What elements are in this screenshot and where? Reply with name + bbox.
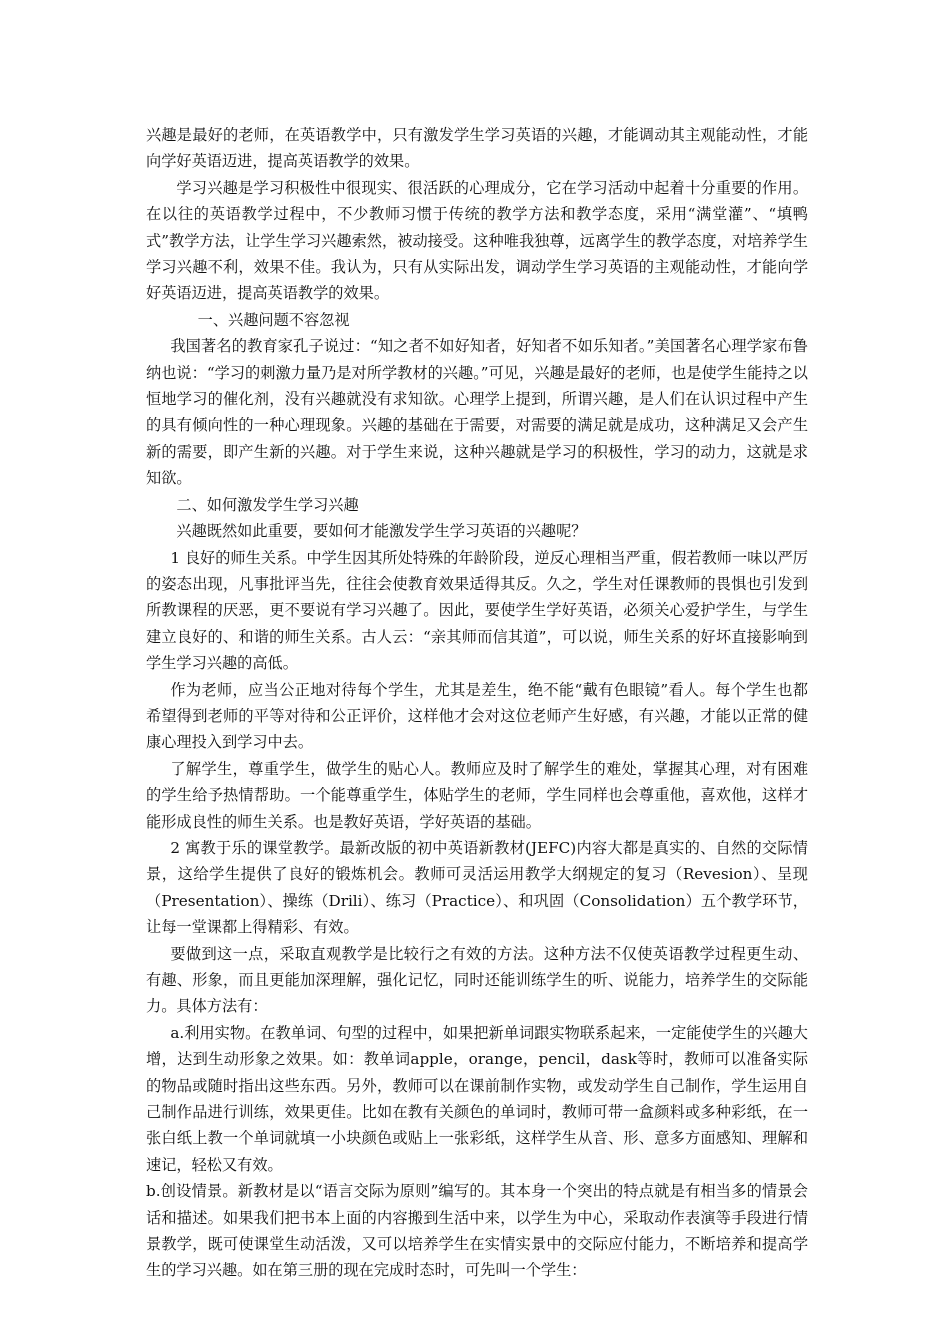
section-heading-1: 一、兴趣问题不容忽视 — [197, 310, 350, 329]
document-body — [146, 122, 808, 1284]
paragraph-fairness: 作为老师，应当公正地对待每个学生，尤其是差生，绝不能“戴有色眼镜”看人。每个学生也都希望得到老师的平等对待和公正评价，这样他才会对这位老师产生好感，有兴趣，才能以正常的健康心理投入到学习中去。 — [146, 680, 808, 752]
paragraph-create-scenes: b.创设情景。新教材是以“语言交际为原则”编写的。其本身一个突出的特点就是有相当多的情景会话和描述。如果我们把书本上面的内容搬到生活中来，以学生为中心，采取动作表演等手段进行情景教学，既可使课堂生动活泼，又可以培养学生在实情实景中的交际应付能力，不断培养和提高学生的学习兴趣。如在第三册的现在完成时态时，可先叫一个学生： — [146, 1182, 808, 1280]
section-heading-2: 二、如何激发学生学习兴趣 — [176, 495, 359, 514]
paragraph-teacher-student-relation: 1 良好的师生关系。中学生因其所处特殊的年龄阶段，逆反心理相当严重，假若教师一味以严厉的姿态出现，凡事批评当先，往往会使教育效果适得其反。久之，学生对任课教师的畏惧也引发到所教课程的厌恶，更不要说有学习兴趣了。因此，要使学生学好英语，必须关心爱护学生，与学生建立良好的、和谐的师生关系。古人云：“亲其师而信其道”，可以说，师生关系的好坏直接影响到学生学习兴趣的高低。 — [146, 548, 808, 673]
paragraph-teaching-with-fun: 2 寓教于乐的课堂教学。最新改版的初中英语新教材(JEFC)内容大都是真实的、自然的交际情景，这给学生提供了良好的锻炼机会。教师可灵活运用教学大纲规定的复习（Revesion）、呈现（Presentation）、操练（Drili）、练习（Practice）、和巩固（Consolidation）五个教学环节，让每一堂课都上得精彩、有效。 — [146, 838, 808, 937]
paragraph-intuitive-teaching: 要做到这一点，采取直观教学是比较行之有效的方法。这种方法不仅使英语教学过程更生动、有趣、形象，而且更能加深理解，强化记忆，同时还能训练学生的听、说能力，培养学生的交际能力。具体方法有： — [146, 944, 808, 1016]
paragraph-understand-students: 了解学生，尊重学生，做学生的贴心人。教师应及时了解学生的难处，掌握其心理，对有困难的学生给予热情帮助。一个能尊重学生，体贴学生的老师，学生同样也会尊重他，喜欢他，这样才能形成良性的师生关系。也是教好英语，学好英语的基础。 — [146, 759, 808, 831]
paragraph-question: 兴趣既然如此重要，要如何才能激发学生学习英语的兴趣呢？ — [176, 522, 587, 541]
intro-paragraph: 兴趣是最好的老师，在英语教学中，只有激发学生学习英语的兴趣，才能调动其主观能动性，才能向学好英语迈进，提高英语教学的效果。 — [146, 126, 808, 171]
paragraph-use-real-objects: a.利用实物。在教单词、句型的过程中，如果把新单词跟实物联系起来，一定能使学生的兴趣大增，达到生动形象之效果。如：教单词apple，orange，pencil，dask等时，教师可以准备实际的物品或随时指出这些东西。另外，教师可以在课前制作实物，或发动学生自己制作，学生运用自己制作品进行训练，效果更佳。比如在教有关颜色的单词时，教师可带一盒颜料或多种彩纸，在一张白纸上教一个单词就填一小块颜色或贴上一张彩纸，这样学生从音、形、意多方面感知、理解和速记，轻松又有效。 — [146, 1023, 808, 1174]
paragraph-interest-importance: 学习兴趣是学习积极性中很现实、很活跃的心理成分，它在学习活动中起着十分重要的作用。在以往的英语教学过程中，不少教师习惯于传统的教学方法和教学态度，采用“满堂灌”、“填鸭式”教学方法，让学生学习兴趣索然，被动接受。这种唯我独尊，远离学生的教学态度，对培养学生学习兴趣不利，效果不佳。我认为，只有从实际出发，调动学生学习英语的主观能动性，才能向学好英语迈进，提高英语教学的效果。 — [146, 178, 808, 303]
paragraph-confucius: 我国著名的教育家孔子说过：“知之者不如好知者，好知者不如乐知者。”美国著名心理学家布鲁纳也说：“学习的刺激力量乃是对所学教材的兴趣。”可见，兴趣是最好的老师，也是使学生能持之以恒地学习的催化剂，没有兴趣就没有求知欲。心理学上提到，所谓兴趣，是人们在认识过程中产生的具有倾向性的一种心理现象。兴趣的基础在于需要，对需要的满足就是成功，这种满足又会产生新的需要，即产生新的兴趣。对于学生来说，这种兴趣就是学习的积极性，学习的动力，这就是求知欲。 — [146, 337, 808, 488]
